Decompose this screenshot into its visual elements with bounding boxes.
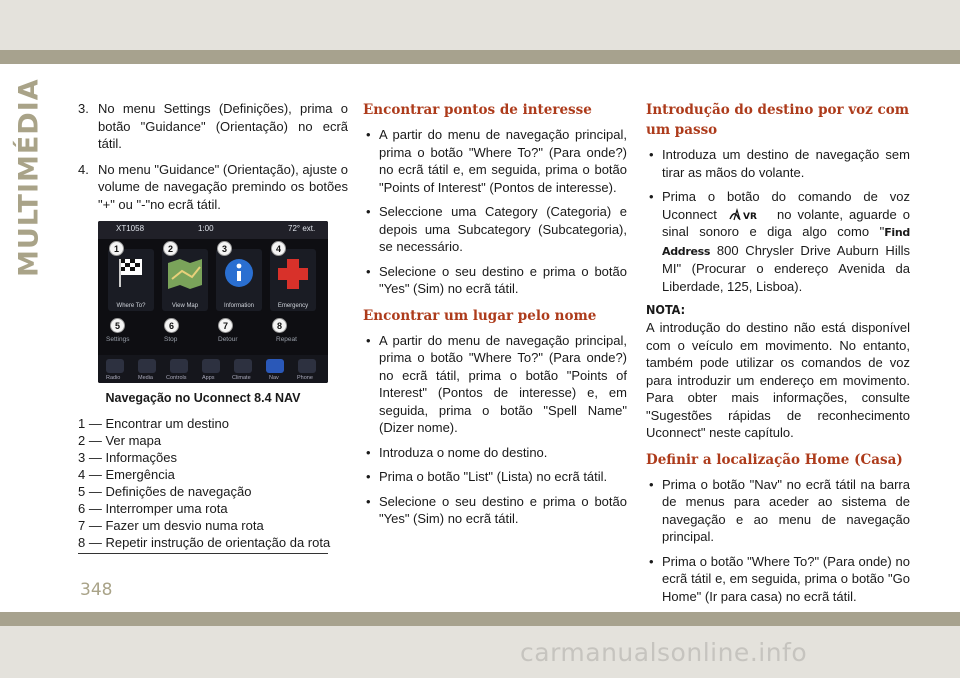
page-number: 348: [80, 580, 113, 600]
callout-badge: 6: [164, 318, 179, 333]
bottom-strip: [0, 612, 960, 626]
bullet-text: no volante, aguarde o sinal sonoro e diga algo como ": [662, 206, 910, 239]
nav-screen-image: [98, 221, 328, 383]
media-icon: [138, 359, 156, 373]
callout-badge: 4: [271, 241, 286, 256]
bullet-item: • Introduza o nome do destino.: [363, 444, 627, 462]
nav-tile-view-map: [162, 249, 208, 311]
climate-icon: [234, 359, 252, 373]
nav-secondary-row: [106, 336, 320, 350]
section-heading: Encontrar um lugar pelo nome: [363, 307, 597, 324]
legend-rule: [78, 553, 328, 554]
callout-badge: 8: [272, 318, 287, 333]
note-title: NOTA:: [646, 302, 686, 317]
bullet-item: • Selecione o seu destino e prima o botão "Yes" (Sim) no ecrã tátil.: [363, 493, 627, 528]
callout-badge: 2: [163, 241, 178, 256]
section-heading: Introdução do destino por voz com um passo: [646, 102, 910, 138]
watermark: carmanualsonline.info: [520, 638, 808, 667]
legend-item: 3 — Informações: [78, 450, 177, 465]
legend-item: 2 — Ver mapa: [78, 433, 162, 448]
legend-item: 5 — Definições de navegação: [78, 484, 252, 499]
bullet-item: • A partir do menu de navegação principal, prima o botão "Where To?" (Para onde?) no ecrã tátil e, em seguida, prima o botão "Points of Interest" (Pontos de interesse).: [363, 126, 627, 196]
menu-label: Climate: [232, 375, 251, 381]
step-text: No menu Settings (Definições), prima o botão "Guidance" (Orientação) no ecrã tátil.: [98, 101, 348, 151]
menu-label: Media: [138, 375, 153, 381]
nav-icon: [266, 359, 284, 373]
bullet-item: • Selecione o seu destino e prima o botão "Yes" (Sim) no ecrã tátil.: [363, 263, 627, 298]
bullet-item: • Prima o botão "Where To?" (Para onde) no ecrã tátil e, em seguida, prima o botão "Go Home" (Ir para casa) no ecrã tátil.: [646, 553, 910, 606]
section-heading: Definir a localização Home (Casa): [646, 451, 903, 468]
nav-tile-label: View Map: [171, 303, 199, 309]
nav-tile-label: Information: [223, 303, 254, 309]
bullet-item: • Seleccione uma Category (Categoria) e depois uma Subcategory (Subcategoria), se necessário.: [363, 203, 627, 256]
apps-icon: [202, 359, 220, 373]
phone-icon: [298, 359, 316, 373]
bullet-text: Prima o botão do comando de voz Uconnect: [662, 189, 910, 222]
menu-label: Nav: [269, 375, 279, 381]
menu-label: Controls: [166, 375, 187, 381]
step-number: 4.: [78, 161, 89, 177]
nav-row-label: Stop: [164, 336, 178, 343]
callout-badge: 1: [109, 241, 124, 256]
note-text: A introdução do destino não está disponível com o veículo em movimento. No entanto, também pode utilizar os comandos de voz para introduzir um endereço em movimento. Para obter mais informações, consulte "Sugestões rápidas de reconhecimento Uconnect" neste capítulo.: [646, 320, 910, 440]
nav-tile-where-to: [108, 249, 154, 311]
legend-item: 7 — Fazer um desvio numa rota: [78, 518, 264, 533]
side-section-label: MULTIMÉDIA: [13, 78, 45, 278]
figure-legend: [78, 415, 348, 551]
bullet-item: • Introduza um destino de navegação sem tirar as mãos do volante.: [646, 146, 910, 181]
nav-tile-information: [216, 249, 262, 311]
numbered-step-4: [78, 161, 348, 214]
callout-badge: 5: [110, 318, 125, 333]
top-strip: [0, 50, 960, 64]
column-2: [363, 100, 627, 535]
svg-text:VR: VR: [742, 212, 757, 223]
voice-command-icon: [727, 208, 767, 222]
section-heading: Encontrar pontos de interesse: [363, 102, 592, 118]
bullet-item: • A partir do menu de navegação principal, prima o botão "Where To?" (Para onde?) no ecrã tátil, prima o botão "Points of Interest" (Pontos de interesse) e, em seguida, prima o botão "Spell Name" (Dizer nome).: [363, 332, 627, 437]
bullet-item: • Prima o botão "Nav" no ecrã tátil na barra de menus para aceder ao sistema de navegação e ao menu de navegação principal.: [646, 476, 910, 546]
nav-tile-emergency: [270, 249, 316, 311]
controls-icon: [170, 359, 188, 373]
figure-caption: Navegação no Uconnect 8.4 NAV: [105, 391, 301, 405]
top-band: [0, 0, 960, 50]
bullet-text: 800 Chrysler Drive Auburn Hills MI" (Procurar o endereço Avenida da Liberdade, 125, Lisboa).: [662, 242, 910, 294]
callout-badge: 7: [218, 318, 233, 333]
numbered-step-3: [78, 100, 348, 153]
bullet-item: [646, 188, 910, 295]
step-number: 3.: [78, 101, 89, 116]
menu-label: Apps: [202, 375, 215, 381]
nav-row-label: Detour: [218, 336, 238, 343]
nav-device-id: XT1058: [116, 224, 145, 233]
menu-label: Phone: [297, 375, 313, 381]
nav-bottom-menu: [98, 355, 328, 383]
bold-phrase: Find Address: [662, 226, 910, 258]
callout-badge: 3: [217, 241, 232, 256]
nav-row-label: Repeat: [276, 336, 297, 343]
step-text: No menu "Guidance" (Orientação), ajuste o volume de navegação premindo os botões "+" ou "-"no ecrã tátil.: [98, 161, 348, 212]
legend-item: 1 — Encontrar um destino: [78, 416, 230, 431]
legend-item: 6 — Interromper uma rota: [78, 501, 228, 516]
column-1: [78, 100, 348, 554]
nav-temperature: 72° ext.: [288, 224, 316, 233]
nav-row-label: Settings: [106, 336, 130, 343]
legend-item: 4 — Emergência: [78, 467, 175, 482]
nav-status-bar: [98, 221, 328, 239]
menu-label: Radio: [106, 375, 121, 381]
nav-clock: 1:00: [198, 224, 214, 233]
bullet-item: • Prima o botão "List" (Lista) no ecrã tátil.: [363, 468, 627, 486]
nav-tile-label: Emergency: [277, 303, 309, 309]
column-3: [646, 100, 910, 612]
radio-icon: [106, 359, 124, 373]
nav-tile-label: Where To?: [116, 303, 146, 309]
legend-item: 8 — Repetir instrução de orientação da rota: [78, 535, 331, 550]
